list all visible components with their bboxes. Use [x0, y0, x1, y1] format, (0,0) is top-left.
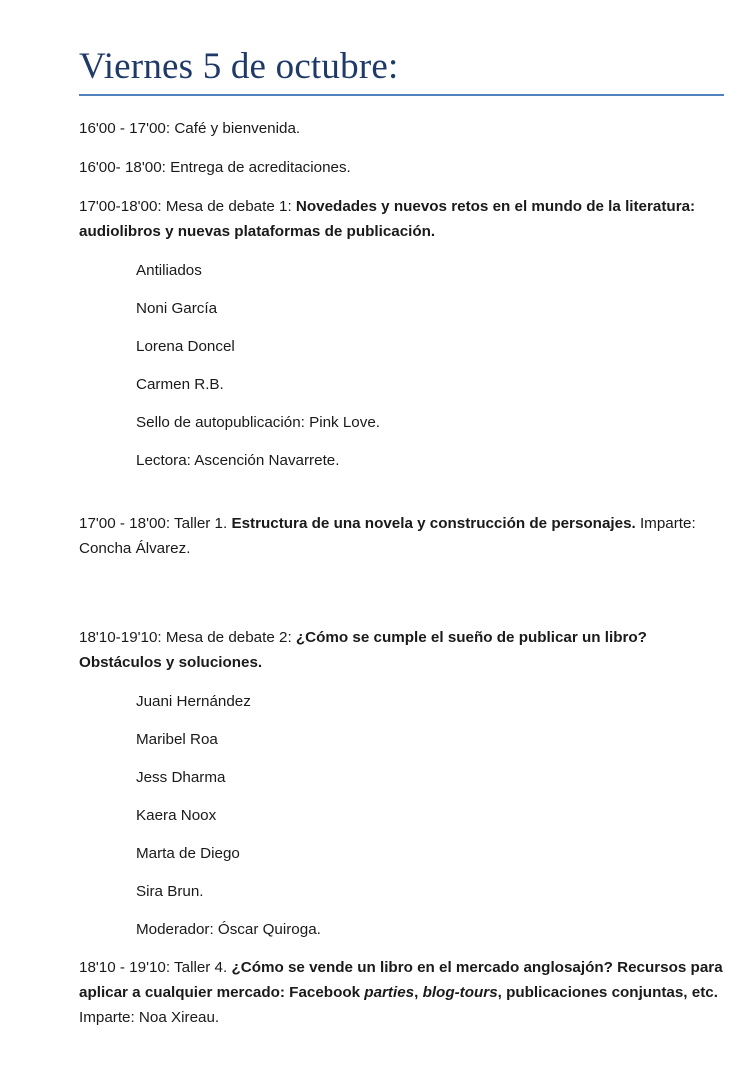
entry-text: Mesa de debate 2:	[165, 629, 296, 646]
document-content	[79, 0, 724, 1044]
entry-emphasis-parties: parties	[364, 984, 415, 1001]
entry-title-bold: Novedades y nuevos retos en el mundo de la literatura: audiolibros y nuevas plataformas de publicación.	[79, 198, 696, 240]
entry-emphasis-blog-tours: blog-tours	[422, 984, 498, 1001]
entry-title-bold: ¿Cómo se cumple el sueño de publicar un libro? Obstáculos y soluciones.	[79, 629, 647, 671]
entry-time: 17'00-18'00:	[79, 198, 166, 215]
schedule-entry-taller-4	[79, 955, 724, 1030]
entry-text: Taller 4.	[174, 959, 232, 976]
entry-text: Taller 1.	[174, 515, 232, 532]
schedule-entry-mesa-debate-1	[79, 194, 724, 244]
schedule-entry-taller-1	[79, 511, 724, 561]
list-item: Juani Hernández	[136, 693, 251, 710]
entry-time: 16'00 - 17'00:	[79, 120, 175, 137]
entry-tail: Imparte: Concha Álvarez.	[79, 515, 696, 557]
list-item: Jess Dharma	[136, 769, 226, 786]
schedule-entry-cafe-bienvenida	[79, 116, 724, 141]
paragraph-spacer	[79, 600, 724, 625]
entry-title-bold: Estructura de una novela y construcción de personajes.	[231, 515, 636, 532]
paragraph-spacer	[79, 486, 724, 511]
entry-title-bold: ¿Cómo se vende un libro en el mercado anglosajón? Recursos para aplicar a cualquier mercado: Facebook	[79, 959, 723, 1001]
list-item: Carmen R.B.	[136, 376, 224, 393]
entry-text: Café y bienvenida.	[174, 120, 301, 137]
list-item: Lectora: Ascención Navarrete.	[136, 452, 340, 469]
list-item: Moderador: Óscar Quiroga.	[136, 921, 321, 938]
list-item: Antiliados	[136, 262, 202, 279]
entry-time: 18'10 - 19'10:	[79, 959, 175, 976]
entry-text: Mesa de debate 1:	[165, 198, 296, 215]
list-item: Maribel Roa	[136, 731, 218, 748]
entry-bold-separator: ,	[414, 984, 423, 1001]
list-item: Sira Brun.	[136, 883, 204, 900]
entry-text: Entrega de acreditaciones.	[170, 159, 351, 176]
entry-time: 18'10-19'10:	[79, 629, 166, 646]
schedule-body	[79, 116, 724, 1030]
entry-time: 17'00 - 18'00:	[79, 515, 175, 532]
schedule-entry-mesa-debate-2	[79, 625, 724, 675]
schedule-entry-entrega-acreditaciones	[79, 155, 724, 180]
paragraph-spacer	[79, 575, 724, 600]
title-divider	[79, 94, 724, 96]
list-item: Noni García	[136, 300, 218, 317]
list-item: Sello de autopublicación: Pink Love.	[136, 414, 381, 431]
entry-title-bold-end: , publicaciones conjuntas, etc.	[497, 984, 718, 1001]
entry-tail: Imparte: Noa Xireau.	[79, 1009, 220, 1026]
list-item: Marta de Diego	[136, 845, 240, 862]
list-item: Lorena Doncel	[136, 338, 235, 355]
entry-time: 16'00- 18'00:	[79, 159, 171, 176]
list-item: Kaera Noox	[136, 807, 217, 824]
page-title: Viernes 5 de octubre:	[79, 46, 399, 87]
